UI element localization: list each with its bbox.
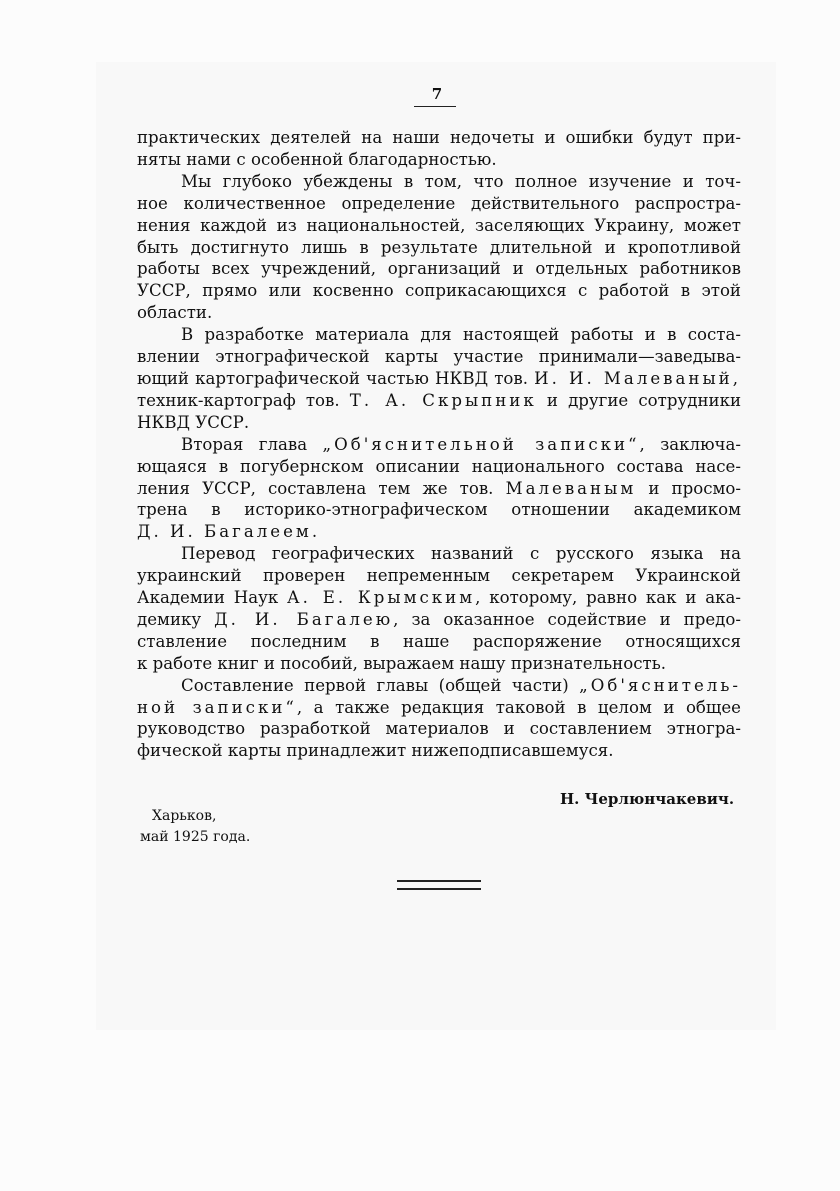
text-line xyxy=(137,478,741,500)
person-name: Малеваным xyxy=(505,478,637,498)
text-line: ное количественное определение действительного распростра- xyxy=(137,193,741,213)
text-line xyxy=(137,390,741,412)
text-segment: и просмо- xyxy=(648,478,742,498)
text-line: области. xyxy=(137,303,213,323)
page-number-rule xyxy=(414,106,456,107)
text-line xyxy=(137,434,741,456)
text-line: Мы глубоко убеждены в том, что полное изучение и точ- xyxy=(181,171,741,191)
text-line: работы всех учреждений, организаций и отдельных работников xyxy=(137,259,741,279)
work-title: ной записки“ xyxy=(137,697,297,717)
text-line: к работе книг и пособий, выражаем нашу признательность. xyxy=(137,653,666,673)
text-line: няты нами с особенной благодарностью. xyxy=(137,149,497,169)
text-segment: Составление первой главы (общей части) xyxy=(181,675,569,695)
text-segment: Академии Наук xyxy=(137,588,279,608)
text-line: быть достигнуто лишь в результате длительной и кропотливой xyxy=(137,237,741,257)
text-segment: ления УССР, составлена тем же тов. xyxy=(137,478,494,498)
person-name: Д. И. Багалеем. xyxy=(137,522,321,542)
date: май 1925 года. xyxy=(140,829,251,845)
text-line: Перевод географических названий с русского языка на xyxy=(181,544,741,564)
text-segment: Вторая глава xyxy=(181,434,308,454)
text-line: УССР, прямо или косвенно соприкасающихся с работой в этой xyxy=(137,281,741,301)
end-rule-top xyxy=(397,880,481,882)
text-segment: , за оказанное содействие и предо- xyxy=(393,609,741,629)
place-date xyxy=(140,806,250,848)
text-line: трена в историко-этнографическом отношении академиком xyxy=(137,500,741,520)
text-line: руководство разработкой материалов и составлением этногра- xyxy=(137,719,741,739)
text-line: влении этнографической карты участие принимали—заведыва- xyxy=(137,347,741,367)
text-line: нения каждой из национальностей, заселяющих Украину, может xyxy=(137,215,741,235)
text-segment: , а также редакция таковой в целом и общее xyxy=(296,697,741,717)
text-line xyxy=(137,697,741,719)
text-line: НКВД УССР. xyxy=(137,412,250,432)
text-line xyxy=(137,675,741,697)
work-title: „Об'яснительной записки“ xyxy=(322,434,640,454)
text-line: ющаяся в погубернском описании национального состава насе- xyxy=(137,456,741,476)
text-segment: техник-картограф тов. xyxy=(137,390,340,410)
text-line xyxy=(137,521,741,543)
text-line: фической карты принадлежит нижеподписавшемуся. xyxy=(137,741,614,761)
person-name: Д. И. Багалею xyxy=(214,609,394,629)
body-text xyxy=(137,127,741,762)
place: Харьков, xyxy=(152,808,217,824)
text-segment: , которому, равно как и ака- xyxy=(475,588,741,608)
end-rule-bottom xyxy=(397,888,481,890)
work-title: „Об'яснитель- xyxy=(579,675,741,695)
text-segment: ющий картографической частью НКВД тов. xyxy=(137,368,528,388)
person-name: Т. А. Скрыпник xyxy=(349,390,537,410)
page-number: 7 xyxy=(431,85,443,103)
text-line: ставление последним в наше распоряжение относящихся xyxy=(137,631,741,651)
text-segment: демику xyxy=(137,609,202,629)
text-line: практических деятелей на наши недочеты и ошибки будут при- xyxy=(137,128,741,147)
text-line xyxy=(137,609,741,631)
person-name: А. Е. Крымским xyxy=(287,588,476,608)
text-line: украинский проверен непременным секретарем Украинской xyxy=(137,566,741,586)
text-line xyxy=(137,587,741,609)
signature: Н. Черлюнчакевич. xyxy=(560,790,735,808)
text-segment: , заключа- xyxy=(639,434,741,454)
text-line: В разработке материала для настоящей работы и в соста- xyxy=(181,325,741,345)
person-name: И. И. Малеваный, xyxy=(534,368,742,388)
text-segment: и другие сотрудники xyxy=(546,390,742,410)
text-line xyxy=(137,368,741,390)
